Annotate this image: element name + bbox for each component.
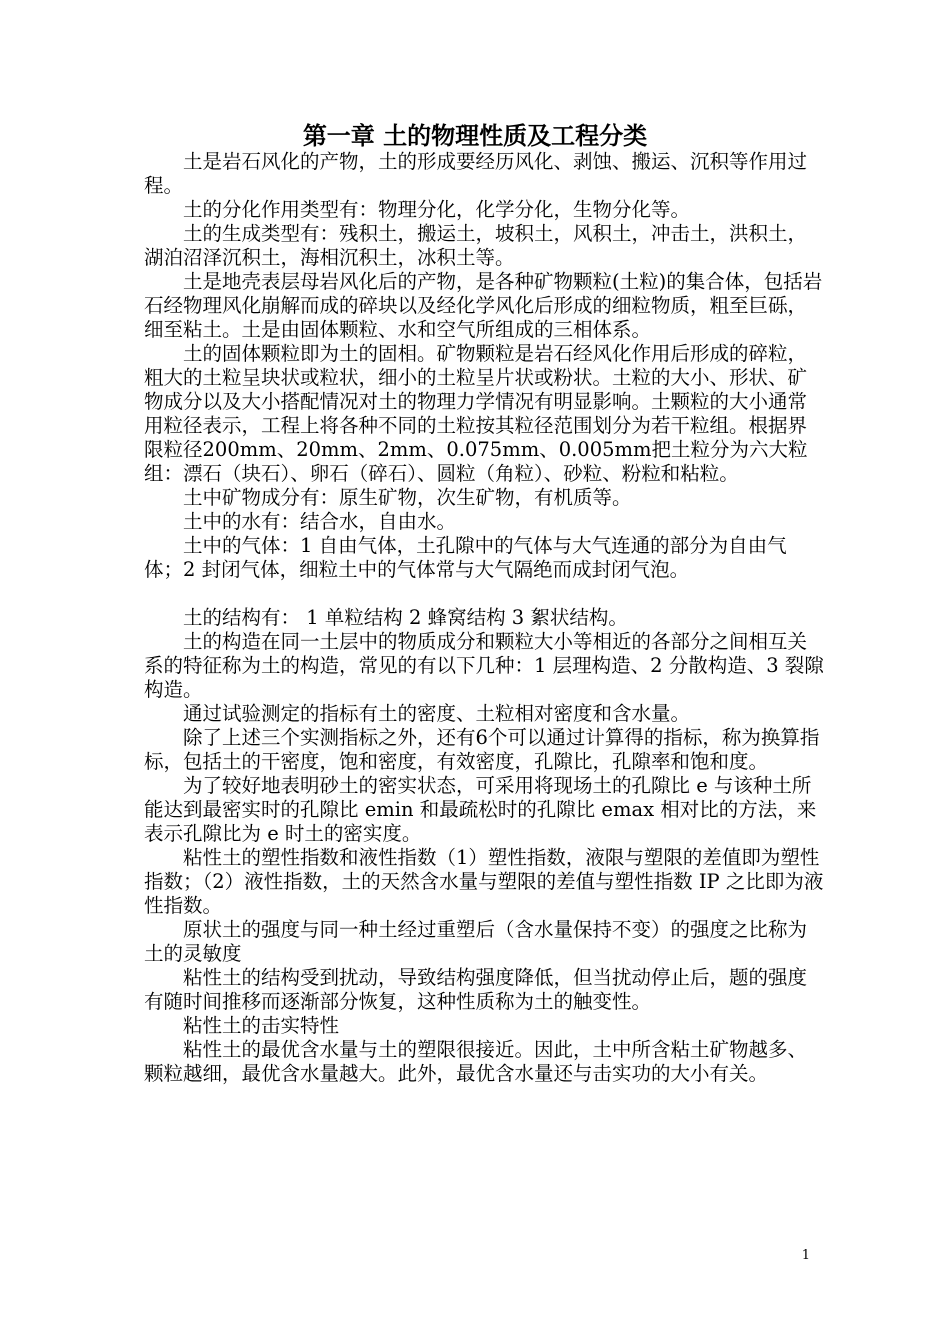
paragraph: 土中的气体：1 自由气体，土孔隙中的气体与大气连通的部分为自由气体；2 封闭气体，细粒土中的气体常与大气隔绝而成封闭气泡。 bbox=[144, 534, 787, 581]
paragraph: 粘性土的结构受到扰动，导致结构强度降低，但当扰动停止后，题的强度有随时间推移而逐渐部分恢复，这种性质称为土的触变性。 bbox=[144, 966, 808, 1013]
paragraph: 粘性土的击实特性 bbox=[183, 1014, 340, 1037]
paragraph: 粘性土的最优含水量与土的塑限很接近。因此，土中所含粘土矿物越多、颗粒越细，最优含水量越大。此外，最优含水量还与击实功的大小有关。 bbox=[144, 1038, 808, 1085]
paragraph: 土的固体颗粒即为土的固相。矿物颗粒是岩石经风化作用后形成的碎粒，粗大的土粒呈块状或粒状，细小的土粒呈片状或粉状。土粒的大小、形状、矿物成分以及大小搭配情况对土的物理力学情况有明显影响。土颗粒的大小通常用粒径表示，工程上将各种不同的土粒按其粒径范围划分为若干粒组。根据界限粒径200mm、20mm、2mm、0.075mm、0.005mm把土粒分为六大粒组：漂石（块石）、卵石（碎石）、圆粒（角粒）、砂粒、粉粒和粘粒。 bbox=[144, 342, 808, 485]
body-text bbox=[144, 150, 824, 1086]
paragraph: 土是地壳表层母岩风化后的产物，是各种矿物颗粒(土粒)的集合体，包括岩石经物理风化崩解而成的碎块以及经化学风化后形成的细粒物质，粗至巨砾，细至粘土。土是由固体颗粒、水和空气所组成的三相体系。 bbox=[144, 270, 823, 341]
paragraph: 土的结构有： 1 单粒结构 2 蜂窝结构 3 絮状结构。 bbox=[183, 606, 628, 629]
paragraph: 土的分化作用类型有：物理分化，化学分化，生物分化等。 bbox=[183, 198, 691, 221]
paragraph: 土的构造在同一土层中的物质成分和颗粒大小等相近的各部分之间相互关系的特征称为土的构造，常见的有以下几种：1 层理构造、2 分散构造、3 裂隙构造。 bbox=[144, 630, 824, 701]
paragraph: 为了较好地表明砂土的密实状态，可采用将现场土的孔隙比 e 与该种土所能达到最密实时的孔隙比 emin 和最疏松时的孔隙比 emax 相对比的方法，来表示孔隙比为 e 时土的密实度。 bbox=[144, 774, 817, 845]
chapter-title: 第一章 土的物理性质及工程分类 bbox=[302, 121, 648, 150]
paragraph: 粘性土的塑性指数和液性指数（1）塑性指数，液限与塑限的差值即为塑性指数；（2）液性指数，土的天然含水量与塑限的差值与塑性指数 IP 之比即为液性指数。 bbox=[144, 846, 824, 917]
page-number: 1 bbox=[801, 1248, 810, 1263]
paragraph: 除了上述三个实测指标之外，还有6个可以通过计算得的指标，称为换算指标，包括土的干密度，饱和密度，有效密度，孔隙比，孔隙率和饱和度。 bbox=[144, 726, 820, 773]
paragraph: 土是岩石风化的产物，土的形成要经历风化、剥蚀、搬运、沉积等作用过程。 bbox=[144, 150, 808, 197]
paragraph: 原状土的强度与同一种土经过重塑后（含水量保持不变）的强度之比称为土的灵敏度 bbox=[144, 918, 808, 965]
paragraph: 土中矿物成分有：原生矿物，次生矿物，有机质等。 bbox=[183, 486, 632, 509]
paragraph-spacer bbox=[144, 582, 824, 606]
paragraph: 土的生成类型有：残积土，搬运土，坡积土，风积土，冲击土，洪积土，湖泊沼泽沉积土，海相沉积土，冰积土等。 bbox=[144, 222, 808, 269]
paragraph: 通过试验测定的指标有土的密度、土粒相对密度和含水量。 bbox=[183, 702, 691, 725]
paragraph: 土中的水有：结合水，自由水。 bbox=[183, 510, 457, 533]
